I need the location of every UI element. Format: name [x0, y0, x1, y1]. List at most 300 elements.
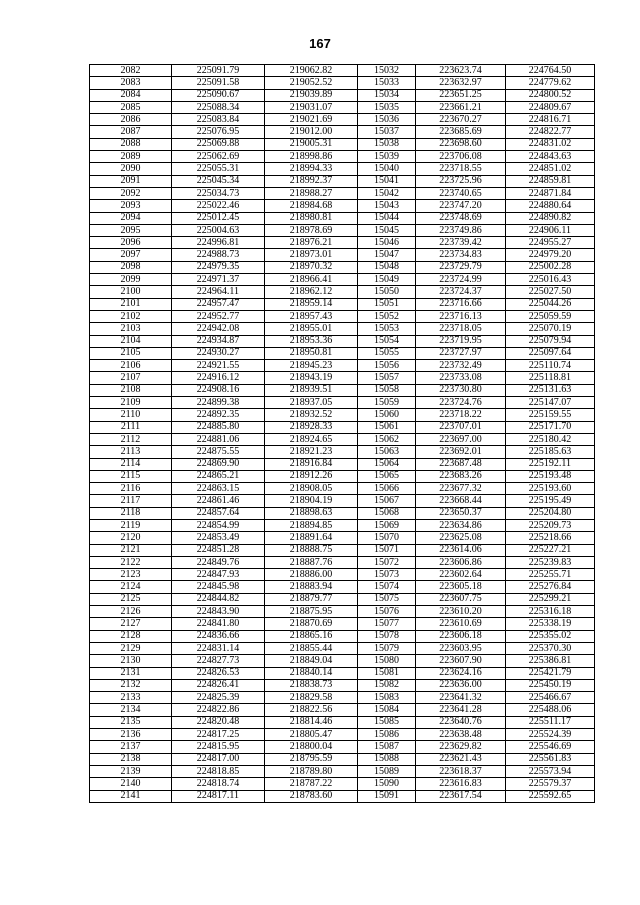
table-cell: 2120 [90, 532, 172, 544]
table-cell: 218978.69 [265, 224, 358, 236]
table-row [90, 679, 595, 691]
table-cell: 2130 [90, 655, 172, 667]
table-cell: 15058 [358, 384, 416, 396]
table-cell: 218888.75 [265, 544, 358, 556]
table-cell: 2135 [90, 716, 172, 728]
table-row [90, 224, 595, 236]
table-cell: 15053 [358, 323, 416, 335]
table-cell: 15035 [358, 101, 416, 113]
table-cell: 225561.83 [506, 753, 595, 765]
table-cell: 224952.77 [172, 310, 265, 322]
table-cell: 2085 [90, 101, 172, 113]
table-cell: 15091 [358, 790, 416, 802]
table-cell: 223650.37 [416, 507, 506, 519]
table-cell: 2110 [90, 409, 172, 421]
table-cell: 218912.26 [265, 470, 358, 482]
table-cell: 223623.74 [416, 65, 506, 77]
table-cell: 218957.43 [265, 310, 358, 322]
table-cell: 225195.49 [506, 495, 595, 507]
table-cell: 15052 [358, 310, 416, 322]
table-cell: 225204.80 [506, 507, 595, 519]
table-cell: 223610.20 [416, 606, 506, 618]
table-row [90, 212, 595, 224]
table-cell: 225062.69 [172, 151, 265, 163]
table-row [90, 323, 595, 335]
table-cell: 219039.89 [265, 89, 358, 101]
table-row [90, 200, 595, 212]
table-cell: 224826.41 [172, 679, 265, 691]
table-cell: 15088 [358, 753, 416, 765]
table-row [90, 692, 595, 704]
table-cell: 224825.39 [172, 692, 265, 704]
table-cell: 225276.84 [506, 581, 595, 593]
table-cell: 225370.30 [506, 642, 595, 654]
table-cell: 2134 [90, 704, 172, 716]
table-row [90, 667, 595, 679]
table-cell: 223661.21 [416, 101, 506, 113]
table-cell: 219021.69 [265, 114, 358, 126]
table-cell: 224764.50 [506, 65, 595, 77]
table-cell: 223634.86 [416, 519, 506, 531]
table-cell: 223677.32 [416, 483, 506, 495]
table-cell: 2115 [90, 470, 172, 482]
table-cell: 225044.26 [506, 298, 595, 310]
table-row [90, 433, 595, 445]
table-row [90, 397, 595, 409]
table-cell: 218789.80 [265, 765, 358, 777]
table-cell: 15050 [358, 286, 416, 298]
table-cell: 225546.69 [506, 741, 595, 753]
table-row [90, 163, 595, 175]
table-cell: 15076 [358, 606, 416, 618]
table-cell: 218855.44 [265, 642, 358, 654]
table-cell: 15068 [358, 507, 416, 519]
table-cell: 2102 [90, 310, 172, 322]
table-cell: 224871.84 [506, 187, 595, 199]
table-cell: 219062.82 [265, 65, 358, 77]
table-cell: 15062 [358, 433, 416, 445]
table-cell: 225573.94 [506, 765, 595, 777]
table-cell: 224841.80 [172, 618, 265, 630]
table-cell: 218943.19 [265, 372, 358, 384]
table-row [90, 310, 595, 322]
table-cell: 223607.90 [416, 655, 506, 667]
table-cell: 2082 [90, 65, 172, 77]
table-cell: 2107 [90, 372, 172, 384]
table-cell: 224822.77 [506, 126, 595, 138]
table-row [90, 753, 595, 765]
table-cell: 224843.63 [506, 151, 595, 163]
table-cell: 225022.46 [172, 200, 265, 212]
table-row [90, 483, 595, 495]
table-cell: 223692.01 [416, 446, 506, 458]
table-cell: 218921.23 [265, 446, 358, 458]
table-cell: 223624.16 [416, 667, 506, 679]
table-cell: 15079 [358, 642, 416, 654]
table-cell: 218822.56 [265, 704, 358, 716]
table-cell: 2096 [90, 237, 172, 249]
table-cell: 224880.64 [506, 200, 595, 212]
table-cell: 219005.31 [265, 138, 358, 150]
table-cell: 2116 [90, 483, 172, 495]
page-number: 167 [309, 36, 331, 51]
table-row [90, 446, 595, 458]
table-row [90, 175, 595, 187]
table-cell: 15063 [358, 446, 416, 458]
table-cell: 15074 [358, 581, 416, 593]
table-cell: 225012.45 [172, 212, 265, 224]
table-row [90, 126, 595, 138]
table-row [90, 298, 595, 310]
table-cell: 225076.95 [172, 126, 265, 138]
table-cell: 224979.35 [172, 261, 265, 273]
table-cell: 15055 [358, 347, 416, 359]
table-cell: 225171.70 [506, 421, 595, 433]
table-cell: 225338.19 [506, 618, 595, 630]
table-cell: 2132 [90, 679, 172, 691]
table-cell: 224957.47 [172, 298, 265, 310]
table-row [90, 704, 595, 716]
table-row [90, 507, 595, 519]
table-cell: 2092 [90, 187, 172, 199]
table-cell: 225159.55 [506, 409, 595, 421]
table-cell: 225034.73 [172, 187, 265, 199]
table-cell: 223747.20 [416, 200, 506, 212]
table-row [90, 544, 595, 556]
table-cell: 15042 [358, 187, 416, 199]
table-cell: 225045.34 [172, 175, 265, 187]
table-cell: 223617.54 [416, 790, 506, 802]
table-row [90, 421, 595, 433]
table-cell: 223732.49 [416, 360, 506, 372]
table-cell: 218875.95 [265, 606, 358, 618]
table-cell: 223697.00 [416, 433, 506, 445]
table-cell: 225004.63 [172, 224, 265, 236]
table-cell: 225055.31 [172, 163, 265, 175]
table-cell: 225110.74 [506, 360, 595, 372]
table-cell: 2125 [90, 593, 172, 605]
table-cell: 225059.59 [506, 310, 595, 322]
table-cell: 2121 [90, 544, 172, 556]
table-cell: 223716.66 [416, 298, 506, 310]
table-cell: 2139 [90, 765, 172, 777]
table-row [90, 519, 595, 531]
table-row [90, 187, 595, 199]
table-cell: 225218.66 [506, 532, 595, 544]
table-cell: 225091.79 [172, 65, 265, 77]
table-cell: 224857.64 [172, 507, 265, 519]
table-cell: 225524.39 [506, 729, 595, 741]
table-cell: 223739.42 [416, 237, 506, 249]
table-cell: 225488.06 [506, 704, 595, 716]
table-cell: 218994.33 [265, 163, 358, 175]
table-cell: 225209.73 [506, 519, 595, 531]
table-cell: 225069.88 [172, 138, 265, 150]
table-cell: 2094 [90, 212, 172, 224]
table-cell: 224779.62 [506, 77, 595, 89]
table-cell: 224875.55 [172, 446, 265, 458]
table-cell: 218849.04 [265, 655, 358, 667]
table-cell: 218955.01 [265, 323, 358, 335]
table-cell: 2126 [90, 606, 172, 618]
table-cell: 225579.37 [506, 778, 595, 790]
table-cell: 15064 [358, 458, 416, 470]
table-cell: 2109 [90, 397, 172, 409]
table-cell: 218805.47 [265, 729, 358, 741]
table-cell: 223724.76 [416, 397, 506, 409]
table-cell: 225002.28 [506, 261, 595, 273]
table-cell: 218980.81 [265, 212, 358, 224]
table-cell: 224820.48 [172, 716, 265, 728]
table-cell: 225016.43 [506, 274, 595, 286]
table-cell: 223707.01 [416, 421, 506, 433]
table-row [90, 409, 595, 421]
table-cell: 225450.19 [506, 679, 595, 691]
table-cell: 2088 [90, 138, 172, 150]
table-cell: 223629.82 [416, 741, 506, 753]
table-cell: 2133 [90, 692, 172, 704]
table-cell: 223724.37 [416, 286, 506, 298]
table-cell: 225255.71 [506, 569, 595, 581]
table-cell: 218783.60 [265, 790, 358, 802]
table-row [90, 138, 595, 150]
table-cell: 2124 [90, 581, 172, 593]
table-row [90, 741, 595, 753]
table-cell: 15045 [358, 224, 416, 236]
table-cell: 2090 [90, 163, 172, 175]
table-cell: 218976.21 [265, 237, 358, 249]
table-cell: 2104 [90, 335, 172, 347]
table-cell: 223610.69 [416, 618, 506, 630]
table-cell: 224906.11 [506, 224, 595, 236]
table-cell: 223651.25 [416, 89, 506, 101]
table-cell: 224890.82 [506, 212, 595, 224]
table-cell: 225147.07 [506, 397, 595, 409]
table-cell: 225466.67 [506, 692, 595, 704]
table-cell: 15089 [358, 765, 416, 777]
table-cell: 225227.21 [506, 544, 595, 556]
table-cell: 224827.73 [172, 655, 265, 667]
table-cell: 2087 [90, 126, 172, 138]
table-cell: 223641.32 [416, 692, 506, 704]
table-row [90, 790, 595, 802]
table-cell: 218886.00 [265, 569, 358, 581]
table-cell: 2083 [90, 77, 172, 89]
table-cell: 218992.37 [265, 175, 358, 187]
table-cell: 223749.86 [416, 224, 506, 236]
table-cell: 2108 [90, 384, 172, 396]
table-cell: 224916.12 [172, 372, 265, 384]
table-cell: 2131 [90, 667, 172, 679]
table-cell: 2084 [90, 89, 172, 101]
table-cell: 224863.15 [172, 483, 265, 495]
table-cell: 218924.65 [265, 433, 358, 445]
table-cell: 224843.90 [172, 606, 265, 618]
table-cell: 223718.05 [416, 323, 506, 335]
table-row [90, 274, 595, 286]
table-cell: 223605.18 [416, 581, 506, 593]
table-cell: 218988.27 [265, 187, 358, 199]
table-cell: 224836.66 [172, 630, 265, 642]
table-cell: 15033 [358, 77, 416, 89]
table-cell: 15039 [358, 151, 416, 163]
table-cell: 224817.11 [172, 790, 265, 802]
table-cell: 2099 [90, 274, 172, 286]
table-cell: 223724.99 [416, 274, 506, 286]
table-cell: 15036 [358, 114, 416, 126]
table-cell: 15072 [358, 556, 416, 568]
table-cell: 2101 [90, 298, 172, 310]
table-cell: 15080 [358, 655, 416, 667]
table-row [90, 630, 595, 642]
table-cell: 224818.85 [172, 765, 265, 777]
table-cell: 15070 [358, 532, 416, 544]
table-cell: 224845.98 [172, 581, 265, 593]
table-cell: 223621.43 [416, 753, 506, 765]
table-cell: 225592.65 [506, 790, 595, 802]
table-cell: 224847.93 [172, 569, 265, 581]
table-cell: 225192.11 [506, 458, 595, 470]
table-cell: 223734.83 [416, 249, 506, 261]
table-cell: 223719.95 [416, 335, 506, 347]
table-cell: 224831.14 [172, 642, 265, 654]
table-cell: 218879.77 [265, 593, 358, 605]
table-cell: 218973.01 [265, 249, 358, 261]
table-cell: 2089 [90, 151, 172, 163]
table-cell: 2123 [90, 569, 172, 581]
table-row [90, 532, 595, 544]
table-cell: 218894.85 [265, 519, 358, 531]
table-row [90, 372, 595, 384]
table-cell: 225027.50 [506, 286, 595, 298]
table-cell: 2100 [90, 286, 172, 298]
table-cell: 15078 [358, 630, 416, 642]
table-cell: 223683.26 [416, 470, 506, 482]
table-cell: 224826.53 [172, 667, 265, 679]
table-cell: 224817.25 [172, 729, 265, 741]
table-cell: 218887.76 [265, 556, 358, 568]
table-cell: 15048 [358, 261, 416, 273]
table-cell: 223602.64 [416, 569, 506, 581]
table-cell: 218939.51 [265, 384, 358, 396]
table-cell: 224822.86 [172, 704, 265, 716]
table-cell: 223716.13 [416, 310, 506, 322]
table-cell: 15046 [358, 237, 416, 249]
table-cell: 224816.71 [506, 114, 595, 126]
table-cell: 223618.37 [416, 765, 506, 777]
table-row [90, 151, 595, 163]
table-cell: 2093 [90, 200, 172, 212]
table-row [90, 65, 595, 77]
table-cell: 224899.38 [172, 397, 265, 409]
table-cell: 223727.97 [416, 347, 506, 359]
table-cell: 218883.94 [265, 581, 358, 593]
table-cell: 15067 [358, 495, 416, 507]
table-cell: 224809.67 [506, 101, 595, 113]
table-cell: 2113 [90, 446, 172, 458]
table-cell: 2112 [90, 433, 172, 445]
table-cell: 225193.48 [506, 470, 595, 482]
table-row [90, 249, 595, 261]
table-cell: 223668.44 [416, 495, 506, 507]
table-cell: 15069 [358, 519, 416, 531]
table-cell: 15081 [358, 667, 416, 679]
table-cell: 223614.06 [416, 544, 506, 556]
table-cell: 15085 [358, 716, 416, 728]
table-cell: 223748.69 [416, 212, 506, 224]
table-cell: 218959.14 [265, 298, 358, 310]
table-row [90, 237, 595, 249]
table-cell: 218838.73 [265, 679, 358, 691]
table-row [90, 765, 595, 777]
table-cell: 219052.52 [265, 77, 358, 89]
table-cell: 224934.87 [172, 335, 265, 347]
table-cell: 224892.35 [172, 409, 265, 421]
table-cell: 218891.64 [265, 532, 358, 544]
table-cell: 225355.02 [506, 630, 595, 642]
table-cell: 218916.84 [265, 458, 358, 470]
table-cell: 2141 [90, 790, 172, 802]
table-cell: 218953.36 [265, 335, 358, 347]
table-cell: 225185.63 [506, 446, 595, 458]
table-cell: 225091.58 [172, 77, 265, 89]
table-cell: 225316.18 [506, 606, 595, 618]
table-cell: 224908.16 [172, 384, 265, 396]
table-cell: 223718.55 [416, 163, 506, 175]
table-cell: 218787.22 [265, 778, 358, 790]
table-row [90, 655, 595, 667]
table-cell: 15086 [358, 729, 416, 741]
table-cell: 225193.60 [506, 483, 595, 495]
table-cell: 223687.48 [416, 458, 506, 470]
table-cell: 223625.08 [416, 532, 506, 544]
table-cell: 15075 [358, 593, 416, 605]
table-row [90, 606, 595, 618]
table-cell: 223603.95 [416, 642, 506, 654]
table-cell: 224815.95 [172, 741, 265, 753]
coordinates-table-body [90, 65, 595, 803]
table-cell: 2136 [90, 729, 172, 741]
table-cell: 223606.18 [416, 630, 506, 642]
table-row [90, 778, 595, 790]
table-cell: 218998.86 [265, 151, 358, 163]
table-cell: 15056 [358, 360, 416, 372]
table-cell: 15061 [358, 421, 416, 433]
table-cell: 15065 [358, 470, 416, 482]
table-cell: 225131.63 [506, 384, 595, 396]
table-cell: 224955.27 [506, 237, 595, 249]
table-cell: 218984.68 [265, 200, 358, 212]
table-row [90, 77, 595, 89]
table-cell: 225090.67 [172, 89, 265, 101]
table-row [90, 729, 595, 741]
table-cell: 218829.58 [265, 692, 358, 704]
table-cell: 218932.52 [265, 409, 358, 421]
table-cell: 223607.75 [416, 593, 506, 605]
table-cell: 223729.79 [416, 261, 506, 273]
table-cell: 15040 [358, 163, 416, 175]
table-cell: 218966.41 [265, 274, 358, 286]
table-cell: 2118 [90, 507, 172, 519]
table-cell: 223730.80 [416, 384, 506, 396]
table-cell: 219012.00 [265, 126, 358, 138]
table-cell: 15049 [358, 274, 416, 286]
table-cell: 223638.48 [416, 729, 506, 741]
table-row [90, 101, 595, 113]
table-cell: 224971.37 [172, 274, 265, 286]
table-cell: 15044 [358, 212, 416, 224]
table-row [90, 569, 595, 581]
